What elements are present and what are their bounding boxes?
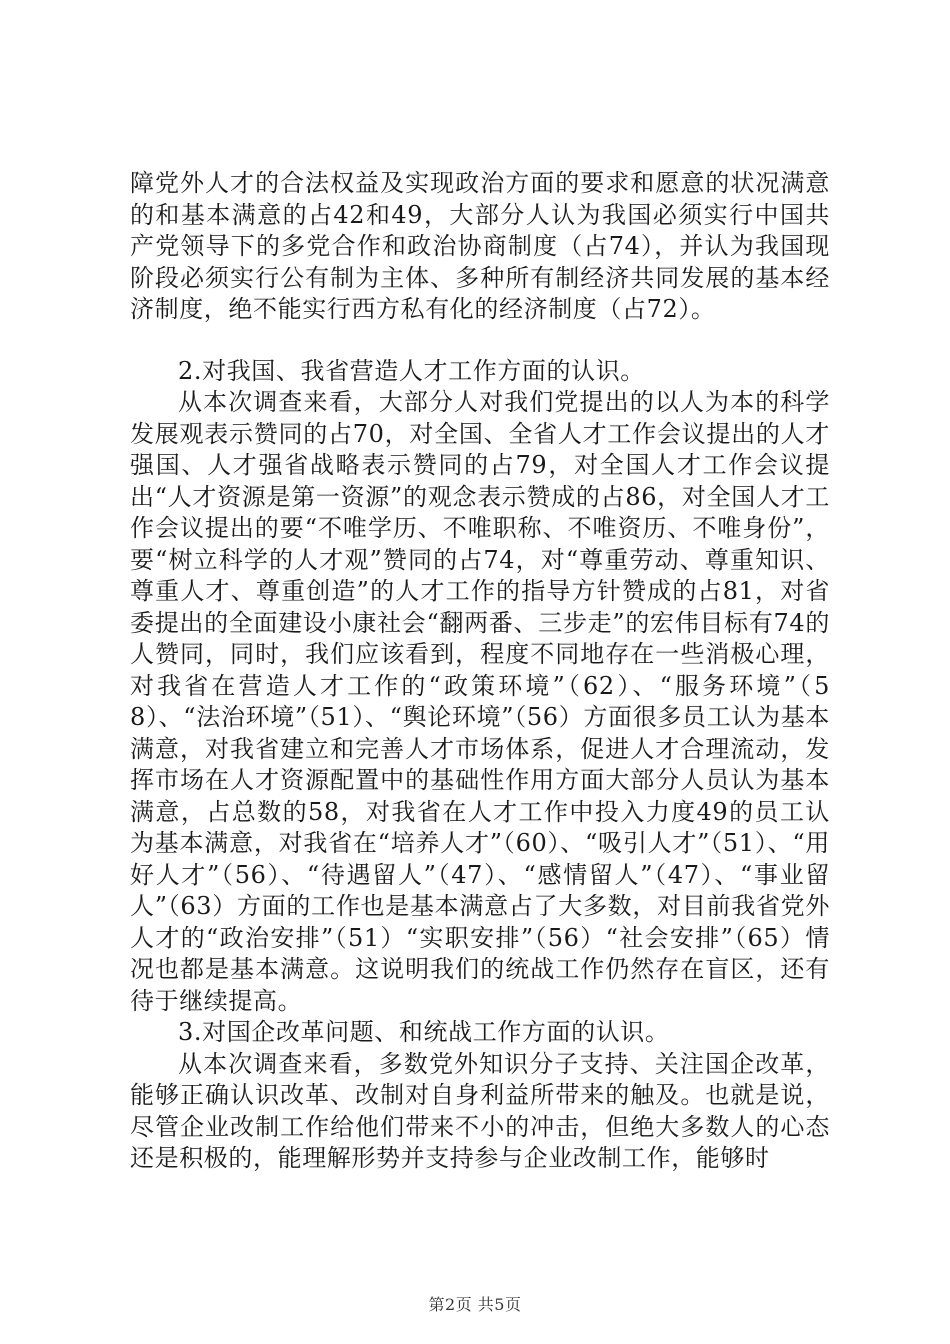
paragraph-gap xyxy=(130,326,830,356)
document-body xyxy=(130,168,830,1175)
section-heading-2: 2.对我国、我省营造人才工作方面的认识。 xyxy=(178,356,645,385)
paragraph-talent-work: 从本次调查来看，大部分人对我们党提出的以人为本的科学发展观表示赞同的占70，对全国、全省人才工作会议提出的人才强国、人才强省战略表示赞同的占79，对全国人才工作会议提出“人才资源是第一资源”的观念表示赞成的占86，对全国人才工作会议提出的要“不唯学历、不唯职称、不唯资历、不唯身份”，要“树立科学的人才观”赞同的占74，对“尊重劳动、尊重知识、尊重人才、尊重创造”的人才工作的指导方针赞成的占81，对省委提出的全面建设小康社会“翻两番、三步走”的宏伟目标有74的人赞同，同时，我们应该看到，程度不同地存在一些消极心理，对我省在营造人才工作的“政策环境”（62）、“服务环境”（58）、“法治环境”（51）、“舆论环境”（56）方面很多员工认为基本满意，对我省建立和完善人才市场体系，促进人才合理流动，发挥市场在人才资源配置中的基础性作用方面大部分人员认为基本满意，占总数的58，对我省在人才工作中投入力度49的员工认为基本满意，对我省在“培养人才”（60）、“吸引人才”（51）、“用好人才”（56）、“待遇留人”（47）、“感情留人”（47）、“事业留人”（63）方面的工作也是基本满意占了大多数，对目前我省党外人才的“政治安排”（51）“实职安排”（56）“社会安排”（65）情况也都是基本满意。这说明我们的统战工作仍然存在盲区，还有待于继续提高。 xyxy=(130,388,830,1015)
paragraph-soe-reform: 从本次调查来看，多数党外知识分子支持、关注国企改革，能够正确认识改革、改制对自身利益所带来的触及。也就是说，尽管企业改制工作给他们带来不小的冲击，但绝大多数人的心态还是积极的，能理解形势并支持参与企业改制工作，能够时 xyxy=(130,1049,830,1172)
section-heading-3: 3.对国企改革问题、和统战工作方面的认识。 xyxy=(178,1018,670,1046)
paragraph-continuation: 障党外人才的合法权益及实现政治方面的要求和愿意的状况满意的和基本满意的占42和49，大部分人认为我国必须实行中国共产党领导下的多党合作和政治协商制度（占74），并认为我国现阶段必须实行公有制为主体、多种所有制经济共同发展的基本经济制度，绝不能实行西方私有化的经济制度（占72）。 xyxy=(130,169,830,323)
page-footer: 第2页 共5页 xyxy=(428,1295,522,1314)
